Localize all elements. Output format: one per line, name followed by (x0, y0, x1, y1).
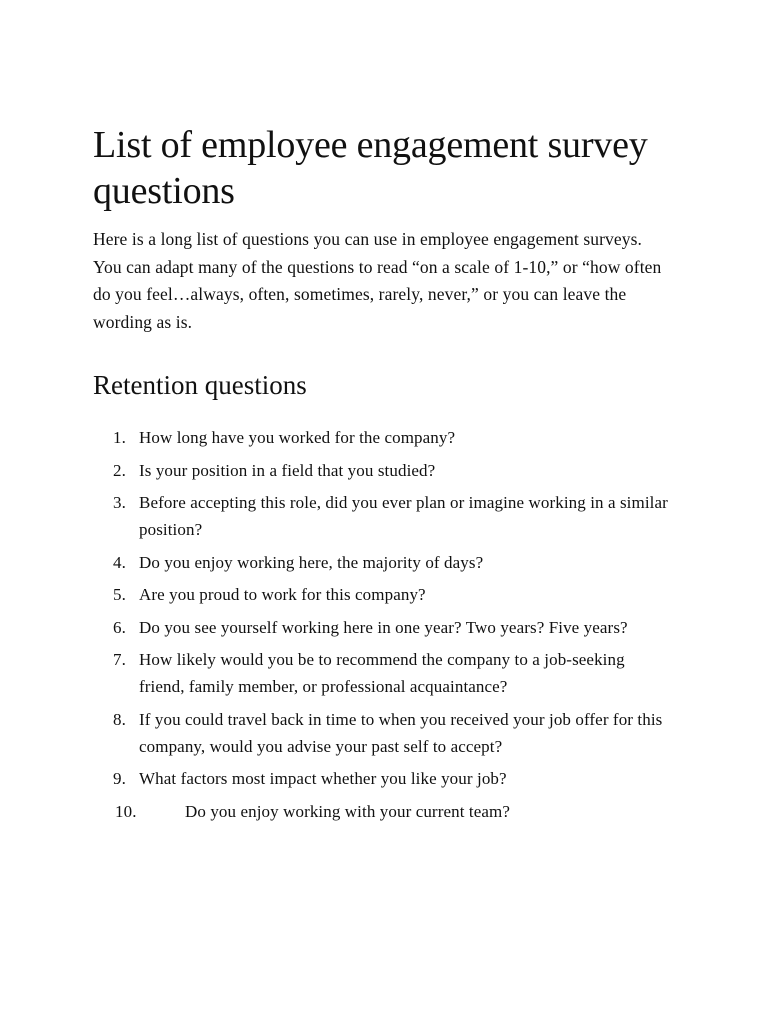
list-item-number: 1. (113, 428, 126, 447)
list-item-text: Do you enjoy working with your current team? (185, 801, 510, 821)
list-item-number: 4. (113, 552, 126, 572)
list-item-text: Do you see yourself working here in one year? Two years? Five years? (139, 617, 628, 637)
retention-questions-list (93, 424, 673, 830)
list-item-number: 3. (113, 493, 126, 512)
list-item-text: Before accepting this role, did you ever plan or imagine working in a similar position? (139, 493, 668, 539)
list-item-text: How likely would you be to recommend the company to a job-seeking friend, family member, or professional acquaintance? (139, 650, 625, 696)
list-item-text: Do you enjoy working here, the majority of days? (139, 552, 484, 572)
list-item-text: Are you proud to work for this company? (139, 585, 426, 604)
list-item (93, 549, 673, 576)
list-item (93, 765, 673, 792)
list-item-number: 2. (113, 460, 126, 480)
list-item-number: 6. (113, 617, 126, 637)
list-item (93, 706, 673, 760)
list-item (93, 646, 673, 700)
section-heading-retention: Retention questions (93, 370, 307, 400)
list-item-number: 7. (113, 650, 126, 669)
list-item (93, 614, 673, 641)
list-item (93, 581, 673, 608)
list-item (93, 457, 673, 484)
list-item (93, 424, 673, 451)
list-item-text: What factors most impact whether you like your job? (139, 769, 507, 788)
page-title: List of employee engagement survey questions (93, 124, 648, 212)
list-item-number: 8. (113, 709, 126, 729)
list-item-text: Is your position in a field that you studied? (139, 460, 436, 480)
list-item-text: If you could travel back in time to when you received your job offer for this company, would you advise your past self to accept? (139, 709, 663, 756)
list-item (93, 489, 673, 543)
list-item-number: 9. (113, 769, 126, 788)
list-item-number: 10. (115, 801, 137, 821)
intro-paragraph: Here is a long list of questions you can use in employee engagement surveys. You can adapt many of the questions to read “on a scale of 1-10,” or “how often do you feel…always, often, sometimes, rarely, never,” or you can leave the wording as is. (93, 229, 662, 332)
list-item (93, 798, 673, 825)
list-item-text: How long have you worked for the company? (139, 428, 456, 447)
list-item-number: 5. (113, 585, 126, 604)
